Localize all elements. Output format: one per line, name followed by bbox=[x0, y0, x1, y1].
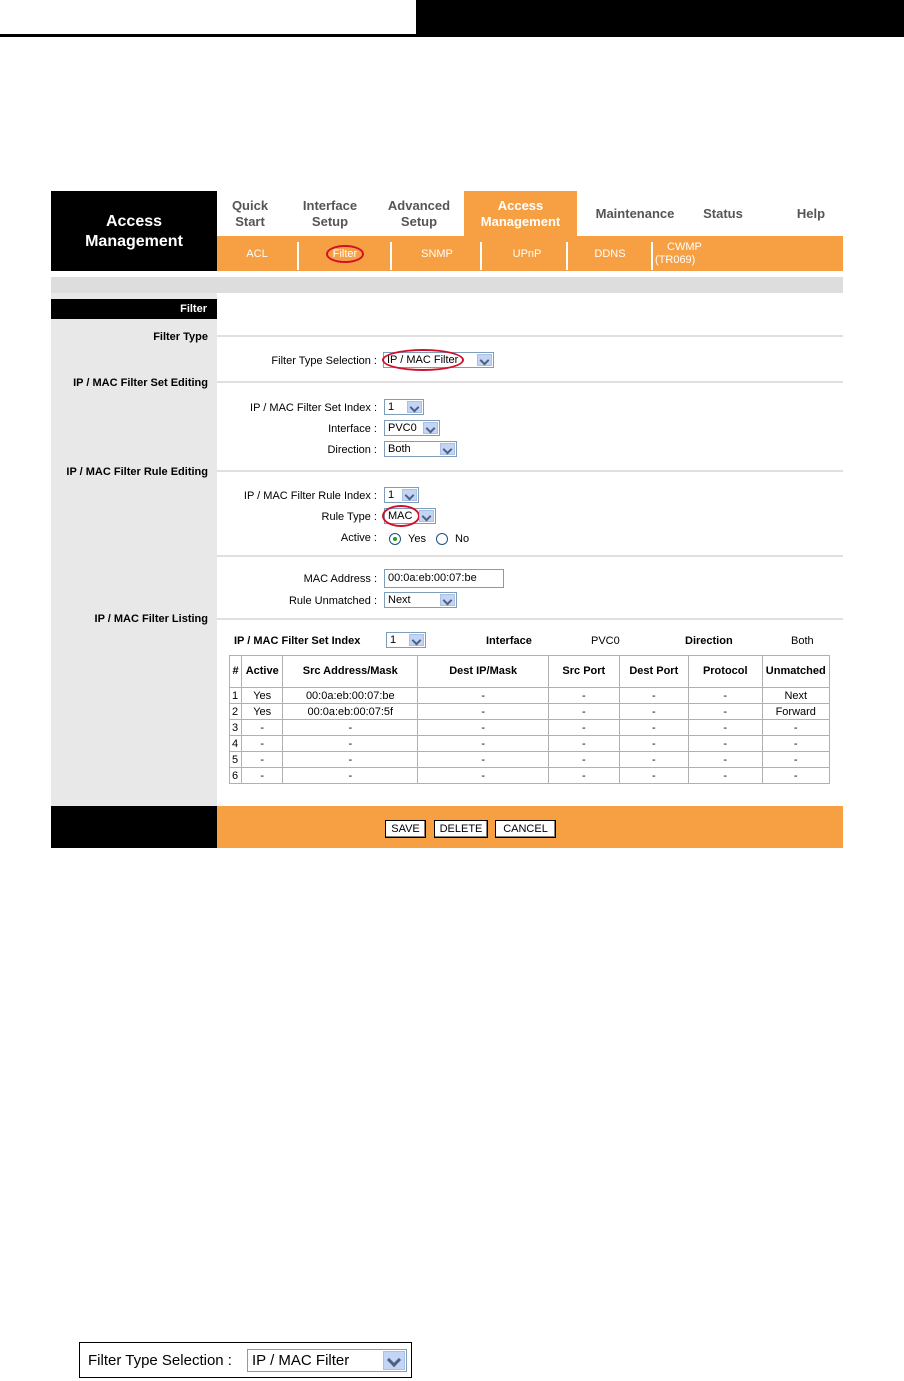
rule-unmatched-value: Next bbox=[388, 594, 411, 606]
active-yes-label: Yes bbox=[408, 533, 426, 545]
table-cell: - bbox=[619, 720, 688, 736]
listing-set-index-select[interactable] bbox=[386, 632, 426, 648]
table-cell: - bbox=[762, 736, 830, 752]
table-cell: - bbox=[762, 720, 830, 736]
brand-line1: Access bbox=[105, 213, 163, 230]
table-cell: 4 bbox=[230, 736, 242, 752]
subnav-filter[interactable] bbox=[304, 236, 386, 271]
table-cell: - bbox=[549, 768, 619, 784]
column-header: Active bbox=[242, 656, 283, 688]
divider bbox=[217, 470, 843, 472]
subnav-label: UPnP bbox=[512, 247, 542, 260]
subnav-separator bbox=[651, 242, 653, 270]
rule-unmatched-select[interactable] bbox=[384, 592, 457, 608]
set-index-label: IP / MAC Filter Set Index : bbox=[250, 402, 377, 414]
interface-select[interactable] bbox=[384, 420, 440, 436]
table-cell: Yes bbox=[242, 704, 283, 720]
column-header: Src Address/Mask bbox=[283, 656, 418, 688]
table-cell: 6 bbox=[230, 768, 242, 784]
listing-interface-label: Interface bbox=[486, 635, 532, 647]
table-cell: Forward bbox=[762, 704, 830, 720]
listing-set-index-label: IP / MAC Filter Set Index bbox=[234, 635, 361, 647]
nav-label: Setup bbox=[400, 213, 438, 229]
nav-help[interactable] bbox=[779, 191, 843, 236]
listing-interface-value: PVC0 bbox=[591, 635, 620, 647]
nav-label: Access bbox=[497, 197, 544, 213]
direction-value: Both bbox=[388, 443, 411, 455]
table-cell: - bbox=[549, 752, 619, 768]
table-cell: - bbox=[549, 720, 619, 736]
set-index-value: 1 bbox=[388, 401, 395, 413]
active-label: Active : bbox=[340, 532, 377, 544]
nav-label: Help bbox=[796, 205, 826, 221]
chevron-down-icon bbox=[440, 594, 455, 606]
table-cell: Yes bbox=[242, 688, 283, 704]
rule-type-label: Rule Type : bbox=[321, 511, 377, 523]
divider bbox=[217, 335, 843, 337]
table-cell: - bbox=[619, 704, 688, 720]
table-cell: - bbox=[619, 736, 688, 752]
table-cell: 2 bbox=[230, 704, 242, 720]
filter-type-zoom-callout bbox=[79, 1342, 412, 1378]
nav-quick-start[interactable] bbox=[217, 191, 283, 236]
chevron-down-icon bbox=[409, 634, 424, 646]
table-cell: - bbox=[762, 752, 830, 768]
brand-line2: Management bbox=[85, 233, 183, 250]
table-cell: - bbox=[689, 704, 762, 720]
table-cell: - bbox=[418, 704, 549, 720]
table-cell: - bbox=[762, 768, 830, 784]
delete-button[interactable]: DELETE bbox=[434, 820, 488, 838]
rule-type-value: MAC bbox=[388, 510, 413, 522]
table-row bbox=[230, 736, 830, 752]
rules-table bbox=[229, 655, 830, 784]
subnav-snmp[interactable] bbox=[396, 236, 478, 271]
section-filter-header: Filter bbox=[51, 299, 217, 319]
nav-access-management[interactable] bbox=[464, 191, 577, 236]
table-cell: - bbox=[283, 720, 418, 736]
chevron-down-icon bbox=[440, 443, 455, 455]
subnav-separator bbox=[297, 242, 299, 270]
subnav-separator bbox=[390, 242, 392, 270]
table-cell: 00:0a:eb:00:07:5f bbox=[283, 704, 418, 720]
listing-set-index-value: 1 bbox=[390, 634, 397, 646]
table-cell: - bbox=[549, 736, 619, 752]
nav-advanced-setup[interactable] bbox=[377, 191, 461, 236]
table-row bbox=[230, 704, 830, 720]
filter-type-select[interactable] bbox=[383, 352, 494, 368]
highlight-circle bbox=[382, 505, 420, 527]
table-cell: - bbox=[689, 768, 762, 784]
interface-value: PVC0 bbox=[388, 422, 417, 434]
router-web-ui bbox=[51, 191, 843, 848]
chevron-down-icon bbox=[423, 422, 438, 434]
direction-label: Direction : bbox=[327, 444, 377, 456]
rule-index-value: 1 bbox=[388, 489, 395, 501]
table-cell: - bbox=[418, 720, 549, 736]
table-row bbox=[230, 768, 830, 784]
divider bbox=[217, 555, 843, 557]
nav-label: Quick bbox=[231, 197, 269, 213]
listing-direction-label: Direction bbox=[685, 635, 733, 647]
table-cell: 5 bbox=[230, 752, 242, 768]
table-cell: - bbox=[619, 752, 688, 768]
nav-label: Interface bbox=[302, 197, 358, 213]
direction-select[interactable] bbox=[384, 441, 457, 457]
subnav-label: SNMP bbox=[421, 247, 453, 260]
subnav-upnp[interactable] bbox=[486, 236, 568, 271]
subnav-acl[interactable] bbox=[221, 236, 293, 271]
nav-status[interactable] bbox=[691, 191, 755, 236]
table-cell: - bbox=[689, 720, 762, 736]
nav-maintenance[interactable] bbox=[585, 191, 685, 236]
table-cell: - bbox=[283, 752, 418, 768]
chevron-down-icon bbox=[402, 489, 417, 501]
table-cell: 3 bbox=[230, 720, 242, 736]
page-header-rule bbox=[0, 34, 416, 37]
table-cell: - bbox=[549, 704, 619, 720]
table-cell: - bbox=[242, 752, 283, 768]
mac-address-input[interactable]: 00:0a:eb:00:07:be bbox=[384, 569, 504, 588]
listing-direction-value: Both bbox=[791, 635, 814, 647]
table-header-row bbox=[230, 656, 830, 688]
page-header-bar bbox=[416, 0, 904, 37]
table-cell: - bbox=[689, 752, 762, 768]
table-cell: 1 bbox=[230, 688, 242, 704]
section-rule-editing: IP / MAC Filter Rule Editing bbox=[66, 466, 208, 478]
table-cell: - bbox=[619, 768, 688, 784]
table-cell: - bbox=[619, 688, 688, 704]
table-cell: - bbox=[242, 768, 283, 784]
nav-label: Setup bbox=[311, 213, 349, 229]
save-button[interactable]: SAVE bbox=[385, 820, 426, 838]
table-cell: Next bbox=[762, 688, 830, 704]
active-no-radio[interactable] bbox=[436, 533, 448, 545]
table-cell: - bbox=[418, 752, 549, 768]
subnav-separator bbox=[566, 242, 568, 270]
column-header: Unmatched bbox=[762, 656, 830, 688]
table-cell: - bbox=[283, 736, 418, 752]
section-label-column bbox=[51, 293, 217, 806]
table-cell: - bbox=[418, 688, 549, 704]
column-header: Protocol bbox=[689, 656, 762, 688]
subnav-separator bbox=[480, 242, 482, 270]
zoom-label: Filter Type Selection : bbox=[88, 1352, 232, 1369]
subnav-label: DDNS bbox=[594, 247, 626, 260]
table-cell: - bbox=[242, 720, 283, 736]
chevron-down-icon bbox=[477, 354, 492, 366]
set-index-select[interactable] bbox=[384, 399, 424, 415]
chevron-down-icon bbox=[419, 510, 434, 522]
column-header: Src Port bbox=[549, 656, 619, 688]
zoom-filter-type-select[interactable] bbox=[247, 1349, 407, 1372]
nav-label: Maintenance bbox=[595, 205, 675, 221]
divider bbox=[217, 618, 843, 620]
divider bbox=[217, 381, 843, 383]
subnav-ddns[interactable] bbox=[571, 236, 649, 271]
rule-type-select[interactable] bbox=[384, 508, 436, 524]
chevron-down-icon bbox=[407, 401, 422, 413]
filter-type-label: Filter Type Selection : bbox=[271, 355, 377, 367]
zoom-select-value: IP / MAC Filter bbox=[252, 1352, 350, 1369]
brand-title bbox=[51, 191, 217, 271]
header-gap bbox=[51, 277, 843, 293]
table-cell: - bbox=[689, 736, 762, 752]
nav-label: Status bbox=[703, 205, 743, 221]
rule-unmatched-label: Rule Unmatched : bbox=[288, 595, 377, 607]
column-header: Dest IP/Mask bbox=[418, 656, 549, 688]
footer-left bbox=[51, 806, 217, 848]
rule-index-select[interactable] bbox=[384, 487, 419, 503]
subnav-cwmp[interactable] bbox=[655, 236, 721, 271]
chevron-down-icon bbox=[383, 1351, 405, 1370]
table-cell: - bbox=[418, 768, 549, 784]
column-header: Dest Port bbox=[619, 656, 688, 688]
nav-label: Start bbox=[235, 213, 265, 229]
subnav-label: Filter bbox=[326, 245, 364, 263]
nav-label: Management bbox=[480, 213, 561, 229]
rule-index-label: IP / MAC Filter Rule Index : bbox=[243, 490, 377, 502]
table-row bbox=[230, 752, 830, 768]
subnav-label: CWMP bbox=[667, 240, 702, 253]
nav-interface-setup[interactable] bbox=[291, 191, 369, 236]
interface-label: Interface : bbox=[328, 423, 377, 435]
section-listing: IP / MAC Filter Listing bbox=[94, 613, 208, 625]
table-row bbox=[230, 720, 830, 736]
section-filter-type: Filter Type bbox=[153, 331, 208, 343]
column-header: # bbox=[230, 656, 242, 688]
cancel-button[interactable]: CANCEL bbox=[495, 820, 556, 838]
table-cell: - bbox=[418, 736, 549, 752]
table-row bbox=[230, 688, 830, 704]
table-cell: 00:0a:eb:00:07:be bbox=[283, 688, 418, 704]
table-cell: - bbox=[549, 688, 619, 704]
nav-label: Advanced bbox=[387, 197, 451, 213]
active-no-label: No bbox=[455, 533, 470, 545]
table-cell: - bbox=[283, 768, 418, 784]
section-set-editing: IP / MAC Filter Set Editing bbox=[73, 377, 208, 389]
active-yes-radio[interactable] bbox=[389, 533, 401, 545]
table-cell: - bbox=[689, 688, 762, 704]
filter-type-value: IP / MAC Filter bbox=[387, 354, 459, 366]
subnav-label: ACL bbox=[246, 247, 268, 260]
mac-address-label: MAC Address : bbox=[303, 573, 377, 585]
subnav-label: (TR069) bbox=[655, 253, 696, 266]
table-cell: - bbox=[242, 736, 283, 752]
highlight-circle bbox=[382, 349, 464, 371]
